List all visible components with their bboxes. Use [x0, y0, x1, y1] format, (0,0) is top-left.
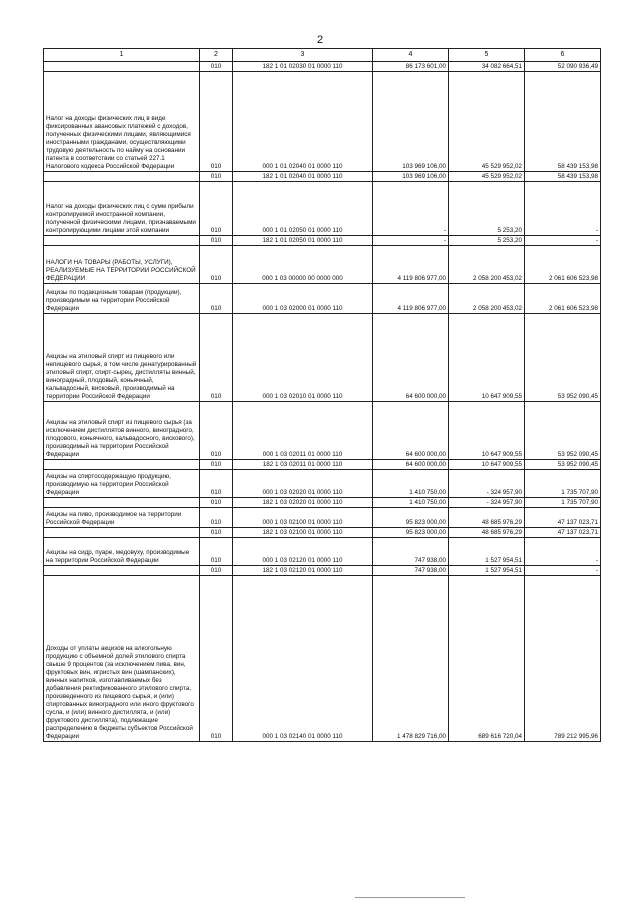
row-name: НАЛОГИ НА ТОВАРЫ (РАБОТЫ, УСЛУГИ), РЕАЛИЗУЕМЫЕ НА ТЕРРИТОРИИ РОССИЙСКОЙ ФЕДЕРАЦИИ	[44, 246, 200, 284]
row-approved-amount: 1 478 829 716,00	[373, 576, 449, 742]
row-executed-amount: 10 647 909,55	[449, 460, 525, 470]
row-classification-code: 182 1 03 02120 01 0000 110	[233, 566, 373, 576]
row-name: Доходы от уплаты акцизов на алкогольную продукцию с объемной долей этилового спирта свыше 9 процентов (за исключением пива, вин, фруктовых вин, игристых вин (шампанских), винных напитков, изготавливаемых без добавления ректификованного этилового спирта, произведенного из пищевого сырья, и (или) спиртованных виноградного или иного фруктового сусла, и (или) винного дистиллята, и (или) фруктового дистиллята), подлежащие распределению в бюджеты субъектов Российской Федерации	[44, 576, 200, 742]
row-executed-amount: 5 253,20	[449, 236, 525, 246]
row-unexecuted-amount: 53 952 090,45	[525, 314, 601, 402]
row-name	[44, 236, 200, 246]
row-name	[44, 566, 200, 576]
row-executed-amount: - 324 957,90	[449, 470, 525, 498]
row-unexecuted-amount: -	[525, 236, 601, 246]
row-approved-amount: -	[373, 236, 449, 246]
column-header-3: 3	[233, 49, 373, 62]
row-approved-amount: 64 600 000,00	[373, 460, 449, 470]
row-executed-amount: 10 647 909,55	[449, 314, 525, 402]
row-executed-amount: 5 253,20	[449, 182, 525, 236]
row-classification-code: 182 1 01 02030 01 0000 110	[233, 62, 373, 72]
row-executed-amount: 2 058 200 453,02	[449, 246, 525, 284]
table-row	[44, 172, 601, 182]
row-unexecuted-amount: 52 090 936,49	[525, 62, 601, 72]
row-executed-amount: 45 529 952,02	[449, 72, 525, 172]
row-line-code: 010	[200, 566, 233, 576]
table-row	[44, 470, 601, 498]
row-approved-amount: 95 823 000,00	[373, 528, 449, 538]
row-classification-code: 000 1 03 00000 00 0000 000	[233, 246, 373, 284]
row-unexecuted-amount: 58 439 153,98	[525, 72, 601, 172]
row-approved-amount: 64 600 000,00	[373, 402, 449, 460]
row-name: Налог на доходы физических лиц с сумм прибыли контролируемой иностранной компании, полученной физическими лицами, признаваемыми контролирующими лицами этой компании	[44, 182, 200, 236]
row-approved-amount: -	[373, 182, 449, 236]
row-line-code: 010	[200, 236, 233, 246]
row-classification-code: 182 1 03 02100 01 0000 110	[233, 528, 373, 538]
row-classification-code: 182 1 01 02040 01 0000 110	[233, 172, 373, 182]
row-approved-amount: 86 173 601,00	[373, 62, 449, 72]
row-approved-amount: 747 938,00	[373, 538, 449, 566]
row-executed-amount: 1 527 954,51	[449, 538, 525, 566]
table-row	[44, 62, 601, 72]
row-name	[44, 528, 200, 538]
row-line-code: 010	[200, 402, 233, 460]
row-line-code: 010	[200, 460, 233, 470]
row-approved-amount: 103 969 106,00	[373, 172, 449, 182]
table-row	[44, 246, 601, 284]
table-body	[44, 62, 601, 742]
row-approved-amount: 747 938,00	[373, 566, 449, 576]
table-header	[44, 49, 601, 62]
row-executed-amount: - 324 957,90	[449, 498, 525, 508]
row-name	[44, 62, 200, 72]
row-classification-code: 000 1 03 02011 01 0000 110	[233, 402, 373, 460]
footer-line	[355, 897, 465, 898]
row-executed-amount: 689 616 720,04	[449, 576, 525, 742]
row-classification-code: 182 1 03 02020 01 0000 110	[233, 498, 373, 508]
row-unexecuted-amount: 53 952 090,45	[525, 460, 601, 470]
row-name: Налог на доходы физических лиц в виде фиксированных авансовых платежей с доходов, полученных физическими лицами, являющимися иностранными гражданами, осуществляющими трудовую деятельность по найму на основании патента в соответствии со статьей 227.1 Налогового кодекса Российской Федерации	[44, 72, 200, 172]
table-row	[44, 498, 601, 508]
row-approved-amount: 1 410 750,00	[373, 470, 449, 498]
table-row	[44, 508, 601, 528]
row-executed-amount: 45 529 952,02	[449, 172, 525, 182]
row-classification-code: 000 1 03 02000 01 0000 110	[233, 284, 373, 314]
column-header-1: 1	[44, 49, 200, 62]
row-name: Акцизы на пиво, производимое на территории Российской Федерации	[44, 508, 200, 528]
row-approved-amount: 4 119 806 977,00	[373, 246, 449, 284]
row-name: Акцизы по подакцизным товарам (продукции), производимым на территории Российской Федерации	[44, 284, 200, 314]
row-line-code: 010	[200, 508, 233, 528]
row-unexecuted-amount: 58 439 153,98	[525, 172, 601, 182]
row-unexecuted-amount: 1 735 707,90	[525, 498, 601, 508]
table-row	[44, 566, 601, 576]
row-name	[44, 172, 200, 182]
row-name: Акцизы на этиловый спирт из пищевого или непищевого сырья, в том числе денатурированный этиловый спирт, спирт-сырец, дистилляты винный, виноградный, плодовый, коньячный, кальвадосный, висковый, производимый на территории Российской Федерации	[44, 314, 200, 402]
row-name: Акцизы на этиловый спирт из пищевого сырья (за исключением дистиллятов винного, виноградного, плодового, коньячного, кальвадосного, вискового), производимый на территории Российской Федерации	[44, 402, 200, 460]
row-line-code: 010	[200, 470, 233, 498]
report-table	[43, 48, 601, 742]
row-line-code: 010	[200, 182, 233, 236]
row-line-code: 010	[200, 528, 233, 538]
row-classification-code: 182 1 03 02011 01 0000 110	[233, 460, 373, 470]
row-classification-code: 000 1 03 02120 01 0000 110	[233, 538, 373, 566]
row-unexecuted-amount: 789 212 995,96	[525, 576, 601, 742]
row-unexecuted-amount: -	[525, 566, 601, 576]
row-classification-code: 000 1 01 02050 01 0000 110	[233, 182, 373, 236]
row-classification-code: 000 1 03 02010 01 0000 110	[233, 314, 373, 402]
table-row	[44, 460, 601, 470]
row-line-code: 010	[200, 246, 233, 284]
row-executed-amount: 48 685 976,29	[449, 528, 525, 538]
row-executed-amount: 1 527 954,51	[449, 566, 525, 576]
row-name: Акцизы на спиртосодержащую продукцию, производимую на территории Российской Федерации	[44, 470, 200, 498]
row-classification-code: 182 1 01 02050 01 0000 110	[233, 236, 373, 246]
row-line-code: 010	[200, 72, 233, 172]
row-executed-amount: 10 647 909,55	[449, 402, 525, 460]
table-row	[44, 182, 601, 236]
table-row	[44, 528, 601, 538]
column-header-6: 6	[525, 49, 601, 62]
row-classification-code: 000 1 01 02040 01 0000 110	[233, 72, 373, 172]
column-header-5: 5	[449, 49, 525, 62]
row-classification-code: 000 1 03 02140 01 0000 110	[233, 576, 373, 742]
row-line-code: 010	[200, 498, 233, 508]
row-unexecuted-amount: 53 952 090,45	[525, 402, 601, 460]
row-line-code: 010	[200, 284, 233, 314]
row-approved-amount: 64 600 000,00	[373, 314, 449, 402]
row-unexecuted-amount: 2 061 606 523,98	[525, 246, 601, 284]
row-unexecuted-amount: 2 061 606 523,98	[525, 284, 601, 314]
row-executed-amount: 34 082 664,51	[449, 62, 525, 72]
row-unexecuted-amount: -	[525, 182, 601, 236]
row-unexecuted-amount: 1 735 707,90	[525, 470, 601, 498]
page-number: 2	[316, 34, 324, 46]
row-name: Акцизы на сидр, пуаре, медовуху, производимые на территории Российской Федерации	[44, 538, 200, 566]
row-unexecuted-amount: 47 137 023,71	[525, 528, 601, 538]
row-name	[44, 460, 200, 470]
table-row	[44, 72, 601, 172]
row-approved-amount: 4 119 806 977,00	[373, 284, 449, 314]
table-row	[44, 284, 601, 314]
row-line-code: 010	[200, 314, 233, 402]
row-line-code: 010	[200, 538, 233, 566]
table-row	[44, 402, 601, 460]
row-approved-amount: 103 969 106,00	[373, 72, 449, 172]
table-row	[44, 576, 601, 742]
row-executed-amount: 48 685 976,29	[449, 508, 525, 528]
table-row	[44, 538, 601, 566]
row-approved-amount: 95 823 000,00	[373, 508, 449, 528]
row-line-code: 010	[200, 172, 233, 182]
row-line-code: 010	[200, 576, 233, 742]
row-unexecuted-amount: -	[525, 538, 601, 566]
row-approved-amount: 1 410 750,00	[373, 498, 449, 508]
row-classification-code: 000 1 03 02100 01 0000 110	[233, 508, 373, 528]
row-unexecuted-amount: 47 137 023,71	[525, 508, 601, 528]
table-row	[44, 314, 601, 402]
column-header-2: 2	[200, 49, 233, 62]
row-name	[44, 498, 200, 508]
row-executed-amount: 2 058 200 453,02	[449, 284, 525, 314]
row-line-code: 010	[200, 62, 233, 72]
table-row	[44, 236, 601, 246]
row-classification-code: 000 1 03 02020 01 0000 110	[233, 470, 373, 498]
column-header-4: 4	[373, 49, 449, 62]
